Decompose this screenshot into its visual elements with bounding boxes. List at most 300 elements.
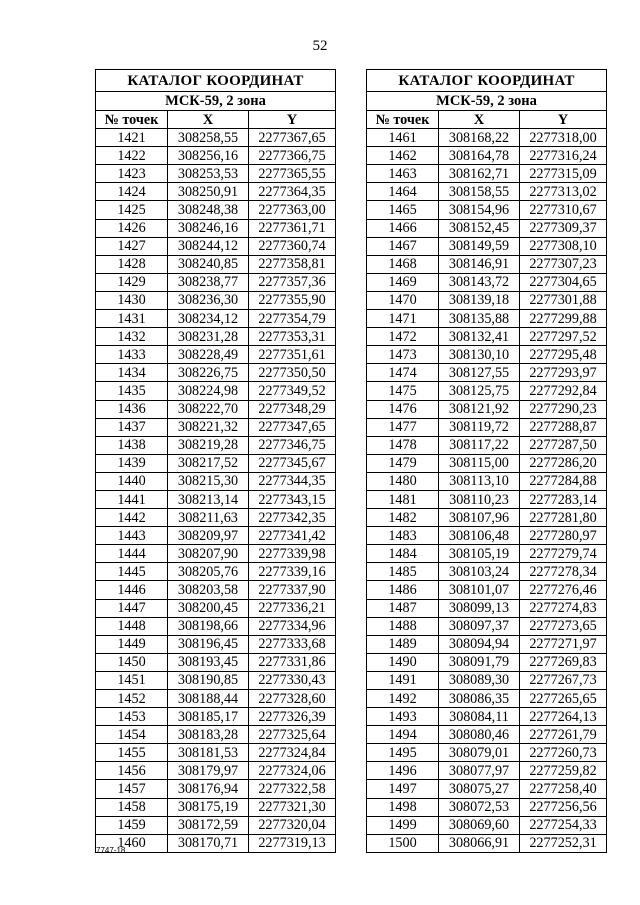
x-coordinate-cell: 308244,12: [168, 237, 249, 255]
x-coordinate-cell: 308119,72: [439, 418, 520, 436]
x-coordinate-cell: 308172,59: [168, 816, 249, 834]
table-row: [367, 129, 607, 147]
x-coordinate-cell: 308152,45: [439, 219, 520, 237]
x-coordinate-cell: 308091,79: [439, 653, 520, 671]
y-coordinate-cell: 2277292,84: [520, 382, 607, 400]
y-coordinate-cell: 2277288,87: [520, 418, 607, 436]
x-coordinate-cell: 308228,49: [168, 346, 249, 364]
table-row: [367, 201, 607, 219]
y-coordinate-cell: 2277309,37: [520, 219, 607, 237]
y-coordinate-cell: 2277321,30: [249, 798, 336, 816]
y-coordinate-cell: 2277333,68: [249, 635, 336, 653]
y-coordinate-cell: 2277324,84: [249, 744, 336, 762]
point-number-cell: 1487: [367, 599, 439, 617]
point-number-cell: 1490: [367, 653, 439, 671]
table-row: [96, 364, 336, 382]
point-number-cell: 1475: [367, 382, 439, 400]
y-coordinate-cell: 2277290,23: [520, 400, 607, 418]
y-coordinate-cell: 2277279,74: [520, 545, 607, 563]
y-coordinate-cell: 2277259,82: [520, 762, 607, 780]
x-coordinate-cell: 308205,76: [168, 563, 249, 581]
column-header-x: X: [439, 111, 520, 129]
table-row: [96, 291, 336, 309]
x-coordinate-cell: 308130,10: [439, 346, 520, 364]
table-row: [367, 690, 607, 708]
table-row: [367, 273, 607, 291]
point-number-cell: 1483: [367, 527, 439, 545]
table-row: [367, 816, 607, 834]
x-coordinate-cell: 308115,00: [439, 454, 520, 472]
y-coordinate-cell: 2277284,88: [520, 472, 607, 490]
coordinate-catalog-table-left: [95, 69, 336, 853]
point-number-cell: 1450: [96, 653, 168, 671]
y-coordinate-cell: 2277308,10: [520, 237, 607, 255]
point-number-cell: 1422: [96, 147, 168, 165]
x-coordinate-cell: 308176,94: [168, 780, 249, 798]
x-coordinate-cell: 308236,30: [168, 291, 249, 309]
point-number-cell: 1492: [367, 690, 439, 708]
y-coordinate-cell: 2277344,35: [249, 472, 336, 490]
table-row: [367, 581, 607, 599]
y-coordinate-cell: 2277267,73: [520, 671, 607, 689]
x-coordinate-cell: 308215,30: [168, 472, 249, 490]
table-row: [367, 545, 607, 563]
x-coordinate-cell: 308226,75: [168, 364, 249, 382]
point-number-cell: 1473: [367, 346, 439, 364]
table-row: [96, 816, 336, 834]
table-row: [367, 310, 607, 328]
column-header-point-number: № точек: [96, 111, 168, 129]
x-coordinate-cell: 308105,19: [439, 545, 520, 563]
x-coordinate-cell: 308132,41: [439, 328, 520, 346]
point-number-cell: 1453: [96, 708, 168, 726]
point-number-cell: 1427: [96, 237, 168, 255]
table-row: [367, 454, 607, 472]
point-number-cell: 1425: [96, 201, 168, 219]
y-coordinate-cell: 2277354,79: [249, 310, 336, 328]
x-coordinate-cell: 308106,48: [439, 527, 520, 545]
table-row: [367, 617, 607, 635]
x-coordinate-cell: 308179,97: [168, 762, 249, 780]
y-coordinate-cell: 2277339,16: [249, 563, 336, 581]
y-coordinate-cell: 2277324,06: [249, 762, 336, 780]
y-coordinate-cell: 2277258,40: [520, 780, 607, 798]
x-coordinate-cell: 308193,45: [168, 653, 249, 671]
y-coordinate-cell: 2277343,15: [249, 490, 336, 508]
x-coordinate-cell: 308079,01: [439, 744, 520, 762]
x-coordinate-cell: 308250,91: [168, 183, 249, 201]
table-row: [367, 400, 607, 418]
table-row: [367, 255, 607, 273]
point-number-cell: 1485: [367, 563, 439, 581]
x-coordinate-cell: 308190,85: [168, 671, 249, 689]
y-coordinate-cell: 2277315,09: [520, 165, 607, 183]
table-row: [367, 346, 607, 364]
point-number-cell: 1458: [96, 798, 168, 816]
table-row: [96, 165, 336, 183]
x-coordinate-cell: 308213,14: [168, 490, 249, 508]
point-number-cell: 1496: [367, 762, 439, 780]
point-number-cell: 1443: [96, 527, 168, 545]
y-coordinate-cell: 2277350,50: [249, 364, 336, 382]
y-coordinate-cell: 2277334,96: [249, 617, 336, 635]
y-coordinate-cell: 2277310,67: [520, 201, 607, 219]
point-number-cell: 1433: [96, 346, 168, 364]
point-number-cell: 1471: [367, 310, 439, 328]
x-coordinate-cell: 308139,18: [439, 291, 520, 309]
point-number-cell: 1436: [96, 400, 168, 418]
y-coordinate-cell: 2277264,13: [520, 708, 607, 726]
y-coordinate-cell: 2277357,36: [249, 273, 336, 291]
table-row: [96, 617, 336, 635]
table-row: [96, 436, 336, 454]
point-number-cell: 1421: [96, 129, 168, 147]
point-number-cell: 1481: [367, 490, 439, 508]
x-coordinate-cell: 308217,52: [168, 454, 249, 472]
point-number-cell: 1480: [367, 472, 439, 490]
table-row: [96, 690, 336, 708]
table-row: [96, 490, 336, 508]
table-body: [367, 129, 607, 853]
point-number-cell: 1500: [367, 834, 439, 852]
y-coordinate-cell: 2277297,52: [520, 328, 607, 346]
y-coordinate-cell: 2277265,65: [520, 690, 607, 708]
table-row: [367, 798, 607, 816]
point-number-cell: 1459: [96, 816, 168, 834]
x-coordinate-cell: 308103,24: [439, 563, 520, 581]
point-number-cell: 1428: [96, 255, 168, 273]
y-coordinate-cell: 2277342,35: [249, 509, 336, 527]
point-number-cell: 1495: [367, 744, 439, 762]
y-coordinate-cell: 2277347,65: [249, 418, 336, 436]
table-row: [96, 328, 336, 346]
x-coordinate-cell: 308072,53: [439, 798, 520, 816]
point-number-cell: 1460: [96, 834, 168, 852]
point-number-cell: 1444: [96, 545, 168, 563]
point-number-cell: 1457: [96, 780, 168, 798]
table-row: [96, 509, 336, 527]
point-number-cell: 1465: [367, 201, 439, 219]
table-row: [367, 834, 607, 852]
x-coordinate-cell: 308238,77: [168, 273, 249, 291]
table-row: [96, 310, 336, 328]
point-number-cell: 1476: [367, 400, 439, 418]
x-coordinate-cell: 308117,22: [439, 436, 520, 454]
table-row: [96, 183, 336, 201]
point-number-cell: 1424: [96, 183, 168, 201]
y-coordinate-cell: 2277349,52: [249, 382, 336, 400]
point-number-cell: 1494: [367, 726, 439, 744]
point-number-cell: 1462: [367, 147, 439, 165]
point-number-cell: 1491: [367, 671, 439, 689]
table-row: [367, 744, 607, 762]
y-coordinate-cell: 2277330,43: [249, 671, 336, 689]
x-coordinate-cell: 308258,55: [168, 129, 249, 147]
table-row: [367, 418, 607, 436]
coordinate-catalog-table-right: [366, 69, 607, 853]
y-coordinate-cell: 2277287,50: [520, 436, 607, 454]
table-row: [96, 418, 336, 436]
point-number-cell: 1437: [96, 418, 168, 436]
x-coordinate-cell: 308181,53: [168, 744, 249, 762]
y-coordinate-cell: 2277346,75: [249, 436, 336, 454]
document-code: 7747-18: [96, 846, 126, 855]
x-coordinate-cell: 308125,75: [439, 382, 520, 400]
point-number-cell: 1440: [96, 472, 168, 490]
point-number-cell: 1454: [96, 726, 168, 744]
point-number-cell: 1445: [96, 563, 168, 581]
point-number-cell: 1452: [96, 690, 168, 708]
table-row: [96, 255, 336, 273]
point-number-cell: 1451: [96, 671, 168, 689]
x-coordinate-cell: 308168,22: [439, 129, 520, 147]
table-row: [367, 436, 607, 454]
table-row: [367, 527, 607, 545]
y-coordinate-cell: 2277360,74: [249, 237, 336, 255]
point-number-cell: 1456: [96, 762, 168, 780]
y-coordinate-cell: 2277348,29: [249, 400, 336, 418]
point-number-cell: 1455: [96, 744, 168, 762]
y-coordinate-cell: 2277358,81: [249, 255, 336, 273]
x-coordinate-cell: 308231,28: [168, 328, 249, 346]
x-coordinate-cell: 308175,19: [168, 798, 249, 816]
table-row: [96, 382, 336, 400]
y-coordinate-cell: 2277261,79: [520, 726, 607, 744]
point-number-cell: 1479: [367, 454, 439, 472]
y-coordinate-cell: 2277313,02: [520, 183, 607, 201]
point-number-cell: 1432: [96, 328, 168, 346]
y-coordinate-cell: 2277336,21: [249, 599, 336, 617]
y-coordinate-cell: 2277363,00: [249, 201, 336, 219]
table-row: [367, 165, 607, 183]
x-coordinate-cell: 308234,12: [168, 310, 249, 328]
table-row: [96, 671, 336, 689]
y-coordinate-cell: 2277283,14: [520, 490, 607, 508]
x-coordinate-cell: 308185,17: [168, 708, 249, 726]
table-row: [367, 671, 607, 689]
point-number-cell: 1442: [96, 509, 168, 527]
y-coordinate-cell: 2277364,35: [249, 183, 336, 201]
x-coordinate-cell: 308240,85: [168, 255, 249, 273]
y-coordinate-cell: 2277260,73: [520, 744, 607, 762]
point-number-cell: 1486: [367, 581, 439, 599]
table-row: [96, 454, 336, 472]
x-coordinate-cell: 308084,11: [439, 708, 520, 726]
point-number-cell: 1489: [367, 635, 439, 653]
table-row: [96, 273, 336, 291]
point-number-cell: 1493: [367, 708, 439, 726]
x-coordinate-cell: 308080,46: [439, 726, 520, 744]
x-coordinate-cell: 308256,16: [168, 147, 249, 165]
table-row: [96, 545, 336, 563]
x-coordinate-cell: 308188,44: [168, 690, 249, 708]
y-coordinate-cell: 2277299,88: [520, 310, 607, 328]
y-coordinate-cell: 2277293,97: [520, 364, 607, 382]
point-number-cell: 1499: [367, 816, 439, 834]
table-row: [367, 509, 607, 527]
y-coordinate-cell: 2277366,75: [249, 147, 336, 165]
x-coordinate-cell: 308069,60: [439, 816, 520, 834]
table-row: [96, 129, 336, 147]
y-coordinate-cell: 2277345,67: [249, 454, 336, 472]
x-coordinate-cell: 308121,92: [439, 400, 520, 418]
x-coordinate-cell: 308158,55: [439, 183, 520, 201]
point-number-cell: 1464: [367, 183, 439, 201]
y-coordinate-cell: 2277278,34: [520, 563, 607, 581]
point-number-cell: 1431: [96, 310, 168, 328]
table-body: [96, 129, 336, 853]
table-row: [367, 653, 607, 671]
y-coordinate-cell: 2277274,83: [520, 599, 607, 617]
table-row: [367, 563, 607, 581]
table-row: [367, 726, 607, 744]
y-coordinate-cell: 2277280,97: [520, 527, 607, 545]
x-coordinate-cell: 308113,10: [439, 472, 520, 490]
x-coordinate-cell: 308162,71: [439, 165, 520, 183]
point-number-cell: 1434: [96, 364, 168, 382]
x-coordinate-cell: 308207,90: [168, 545, 249, 563]
x-coordinate-cell: 308196,45: [168, 635, 249, 653]
x-coordinate-cell: 308211,63: [168, 509, 249, 527]
y-coordinate-cell: 2277367,65: [249, 129, 336, 147]
y-coordinate-cell: 2277304,65: [520, 273, 607, 291]
point-number-cell: 1438: [96, 436, 168, 454]
y-coordinate-cell: 2277252,31: [520, 834, 607, 852]
x-coordinate-cell: 308127,55: [439, 364, 520, 382]
point-number-cell: 1446: [96, 581, 168, 599]
x-coordinate-cell: 308089,30: [439, 671, 520, 689]
table-row: [367, 147, 607, 165]
table-row: [96, 653, 336, 671]
y-coordinate-cell: 2277339,98: [249, 545, 336, 563]
y-coordinate-cell: 2277351,61: [249, 346, 336, 364]
table-row: [96, 744, 336, 762]
point-number-cell: 1474: [367, 364, 439, 382]
point-number-cell: 1439: [96, 454, 168, 472]
table-row: [367, 490, 607, 508]
x-coordinate-cell: 308198,66: [168, 617, 249, 635]
y-coordinate-cell: 2277361,71: [249, 219, 336, 237]
point-number-cell: 1441: [96, 490, 168, 508]
point-number-cell: 1477: [367, 418, 439, 436]
y-coordinate-cell: 2277319,13: [249, 834, 336, 852]
table-row: [96, 237, 336, 255]
catalog-title: КАТАЛОГ КООРДИНАТ: [367, 70, 607, 92]
table-row: [96, 147, 336, 165]
point-number-cell: 1430: [96, 291, 168, 309]
point-number-cell: 1466: [367, 219, 439, 237]
table-row: [367, 762, 607, 780]
table-row: [96, 527, 336, 545]
x-coordinate-cell: 308200,45: [168, 599, 249, 617]
table-row: [96, 635, 336, 653]
point-number-cell: 1482: [367, 509, 439, 527]
table-row: [96, 472, 336, 490]
point-number-cell: 1447: [96, 599, 168, 617]
y-coordinate-cell: 2277286,20: [520, 454, 607, 472]
point-number-cell: 1478: [367, 436, 439, 454]
y-coordinate-cell: 2277331,86: [249, 653, 336, 671]
x-coordinate-cell: 308221,32: [168, 418, 249, 436]
x-coordinate-cell: 308143,72: [439, 273, 520, 291]
column-header-x: X: [168, 111, 249, 129]
x-coordinate-cell: 308203,58: [168, 581, 249, 599]
y-coordinate-cell: 2277318,00: [520, 129, 607, 147]
point-number-cell: 1463: [367, 165, 439, 183]
x-coordinate-cell: 308246,16: [168, 219, 249, 237]
x-coordinate-cell: 308224,98: [168, 382, 249, 400]
table-row: [96, 780, 336, 798]
point-number-cell: 1429: [96, 273, 168, 291]
table-row: [367, 219, 607, 237]
x-coordinate-cell: 308135,88: [439, 310, 520, 328]
table-row: [367, 328, 607, 346]
y-coordinate-cell: 2277341,42: [249, 527, 336, 545]
y-coordinate-cell: 2277316,24: [520, 147, 607, 165]
y-coordinate-cell: 2277307,23: [520, 255, 607, 273]
table-row: [96, 798, 336, 816]
point-number-cell: 1497: [367, 780, 439, 798]
x-coordinate-cell: 308077,97: [439, 762, 520, 780]
table-row: [96, 708, 336, 726]
x-coordinate-cell: 308248,38: [168, 201, 249, 219]
table-row: [367, 237, 607, 255]
x-coordinate-cell: 308149,59: [439, 237, 520, 255]
table-row: [96, 201, 336, 219]
x-coordinate-cell: 308219,28: [168, 436, 249, 454]
x-coordinate-cell: 308146,91: [439, 255, 520, 273]
table-row: [367, 708, 607, 726]
table-row: [96, 219, 336, 237]
table-row: [367, 472, 607, 490]
point-number-cell: 1461: [367, 129, 439, 147]
y-coordinate-cell: 2277301,88: [520, 291, 607, 309]
point-number-cell: 1435: [96, 382, 168, 400]
y-coordinate-cell: 2277254,33: [520, 816, 607, 834]
table-row: [367, 183, 607, 201]
table-row: [96, 563, 336, 581]
y-coordinate-cell: 2277337,90: [249, 581, 336, 599]
x-coordinate-cell: 308099,13: [439, 599, 520, 617]
y-coordinate-cell: 2277320,04: [249, 816, 336, 834]
point-number-cell: 1470: [367, 291, 439, 309]
table-row: [96, 762, 336, 780]
x-coordinate-cell: 308107,96: [439, 509, 520, 527]
x-coordinate-cell: 308086,35: [439, 690, 520, 708]
table-row: [96, 581, 336, 599]
table-row: [367, 780, 607, 798]
y-coordinate-cell: 2277355,90: [249, 291, 336, 309]
y-coordinate-cell: 2277281,80: [520, 509, 607, 527]
column-header-point-number: № точек: [367, 111, 439, 129]
point-number-cell: 1488: [367, 617, 439, 635]
point-number-cell: 1468: [367, 255, 439, 273]
x-coordinate-cell: 308075,27: [439, 780, 520, 798]
point-number-cell: 1469: [367, 273, 439, 291]
y-coordinate-cell: 2277295,48: [520, 346, 607, 364]
x-coordinate-cell: 308094,94: [439, 635, 520, 653]
coordinate-system-zone: МСК-59, 2 зона: [96, 92, 336, 111]
y-coordinate-cell: 2277325,64: [249, 726, 336, 744]
point-number-cell: 1467: [367, 237, 439, 255]
y-coordinate-cell: 2277271,97: [520, 635, 607, 653]
x-coordinate-cell: 308066,91: [439, 834, 520, 852]
x-coordinate-cell: 308154,96: [439, 201, 520, 219]
table-row: [96, 726, 336, 744]
table-row: [367, 599, 607, 617]
x-coordinate-cell: 308183,28: [168, 726, 249, 744]
point-number-cell: 1426: [96, 219, 168, 237]
